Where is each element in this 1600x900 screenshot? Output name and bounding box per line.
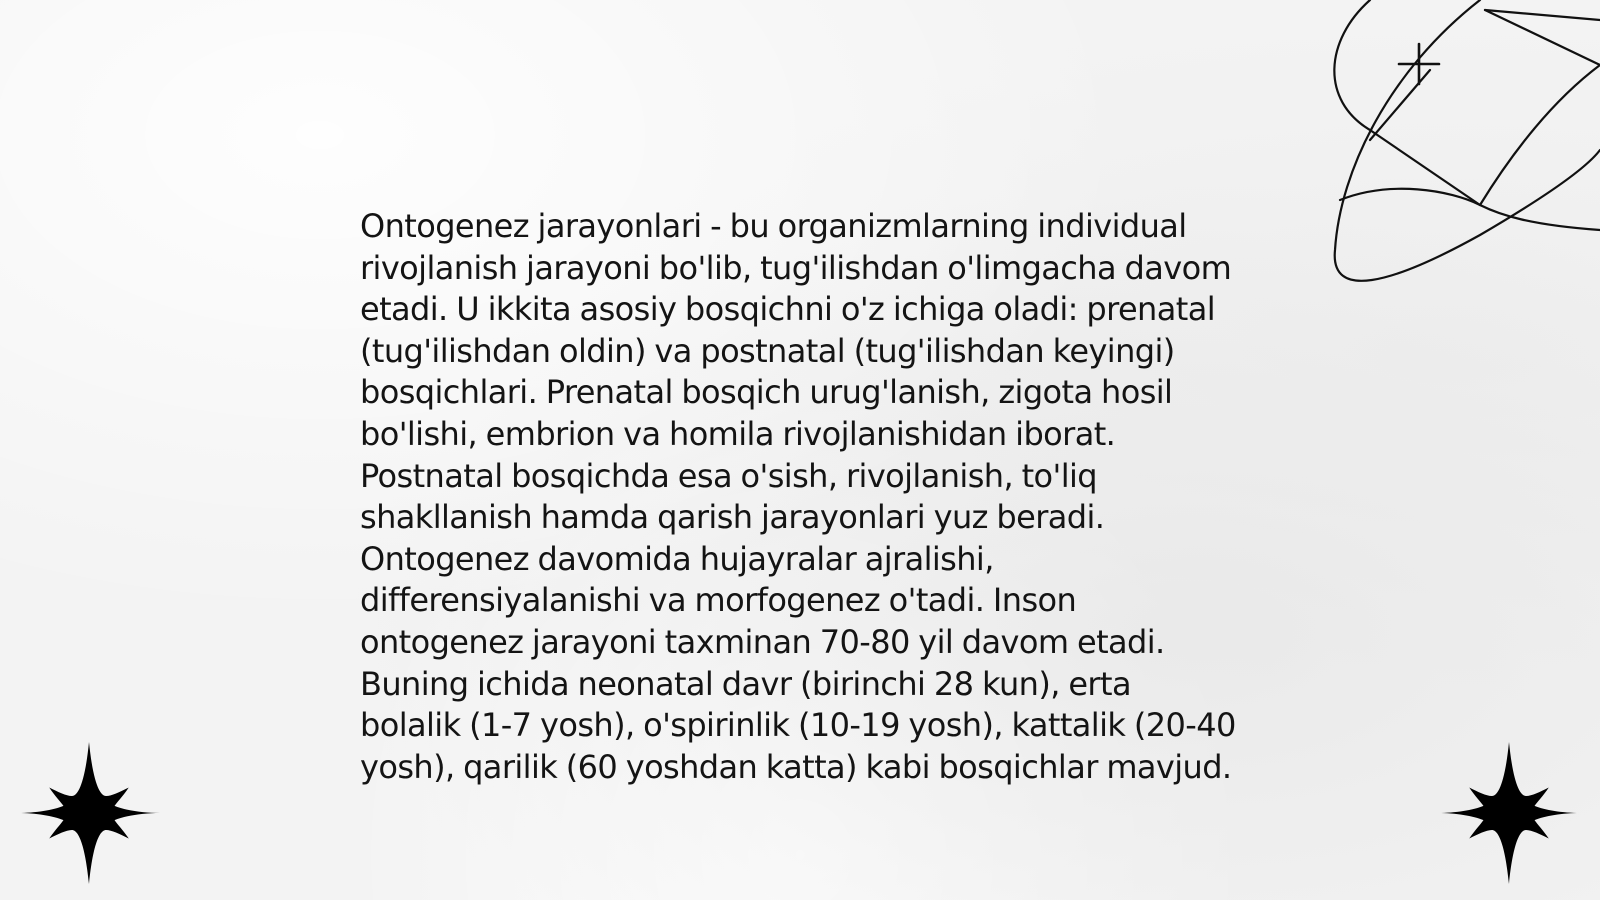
four-point-star-icon: [1438, 742, 1580, 884]
four-point-star-icon: [18, 742, 160, 884]
body-paragraph: Ontogenez jarayonlari - bu organizmlarning individual rivojlanish jarayoni bo'lib, tug'ilishdan o'limgacha davom etadi. U ikkita asosiy bosqichni o'z ichiga oladi: prenatal (tug'ilishdan oldin) va postnatal (tug'ilishdan keyingi) bosqichlari. Prenatal bosqich urug'lanish, zigota hosil bo'lishi, embrion va homila rivojlanishidan iborat. Postnatal bosqichda esa o'sish, rivojlanish, to'liq shakllanish hamda qarish jarayonlari yuz beradi. Ontogenez davomida hujayralar ajralishi, differensiyalanishi va morfogenez o'tadi. Inson ontogenez jarayoni taxminan 70-80 yil davom etadi. Buning ichida neonatal davr (birinchi 28 kun), erta bolalik (1-7 yosh), o'spirinlik (10-19 yosh), kattalik (20-40 yosh), qarilik (60 yoshdan katta) kabi bosqichlar mavjud.: [360, 207, 1236, 786]
orbit-sparkle-icon: [1330, 0, 1600, 290]
